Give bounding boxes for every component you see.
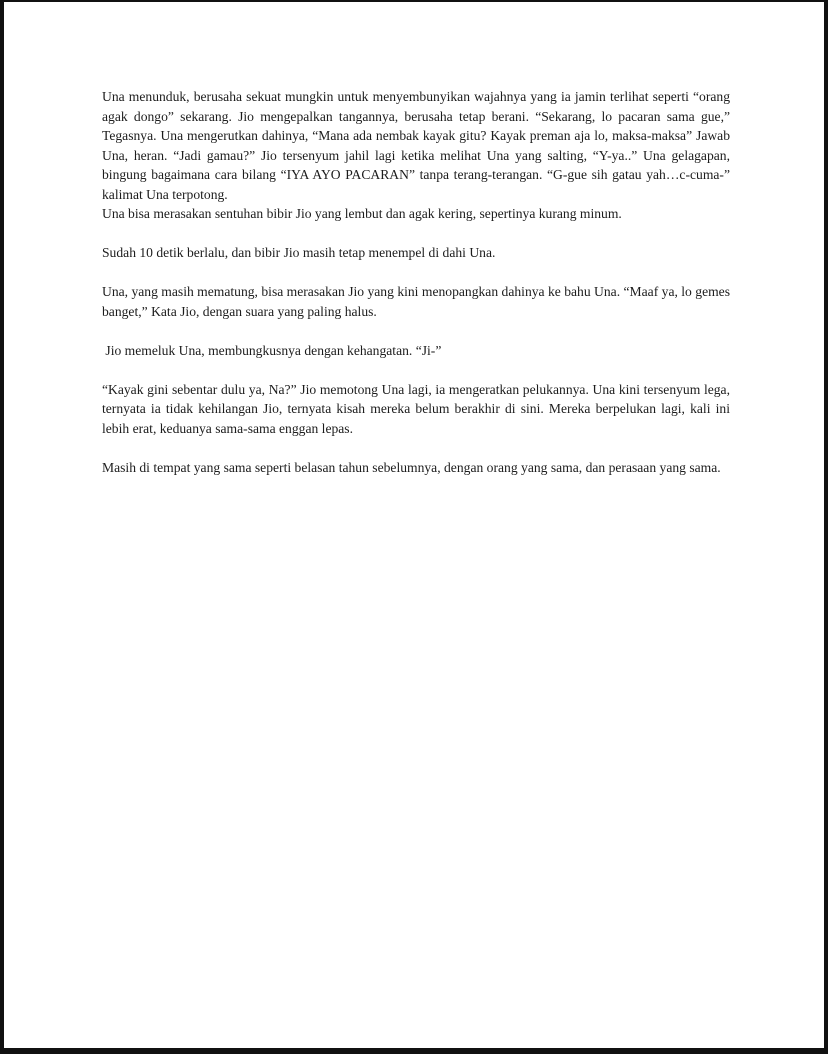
paragraph-2: Una bisa merasakan sentuhan bibir Jio yang lembut dan agak kering, sepertinya kurang minum. xyxy=(102,206,622,221)
paragraph-1: Una menunduk, berusaha sekuat mungkin untuk menyembunyikan wajahnya yang ia jamin terlihat seperti “orang agak dongo” sekarang. Jio mengepalkan tangannya, berusaha tetap berani. “Sekarang, lo pacaran sama gue,” Tegasnya. Una mengerutkan dahinya, “Mana ada nembak kayak gitu? Kayak preman aja lo, maksa-maksa” Jawab Una, heran. “Jadi gamau?” Jio tersenyum jahil lagi ketika melihat Una yang salting, “Y-ya..” Una gelagapan, bingung bagaimana cara bilang “IYA AYO PACARAN” tanpa terang-terangan. “G-gue sih gatau yah…c-cuma-” kalimat Una terpotong. xyxy=(102,89,730,202)
paragraph-4: Una, yang masih mematung, bisa merasakan Jio yang kini menopangkan dahinya ke bahu Una. “Maaf ya, lo gemes banget,” Kata Jio, dengan suara yang paling halus. xyxy=(102,284,730,319)
paragraph-7: Masih di tempat yang sama seperti belasan tahun sebelumnya, dengan orang yang sama, dan perasaan yang sama. xyxy=(102,459,721,475)
paragraph-6: “Kayak gini sebentar dulu ya, Na?” Jio memotong Una lagi, ia mengeratkan pelukannya. Una kini tersenyum lega, ternyata ia tidak kehilangan Jio, ternyata kisah mereka belum berakhir di sini. Mereka berpelukan lagi, kali ini lebih erat, keduanya sama-sama enggan lepas. xyxy=(102,381,730,436)
paragraph-3: Sudah 10 detik berlalu, dan bibir Jio masih tetap menempel di dahi Una. xyxy=(102,245,496,260)
document-body xyxy=(102,87,730,477)
document-page xyxy=(4,2,824,1048)
paragraph-5: Jio memeluk Una, membungkusnya dengan kehangatan. “Ji-” xyxy=(102,342,442,358)
